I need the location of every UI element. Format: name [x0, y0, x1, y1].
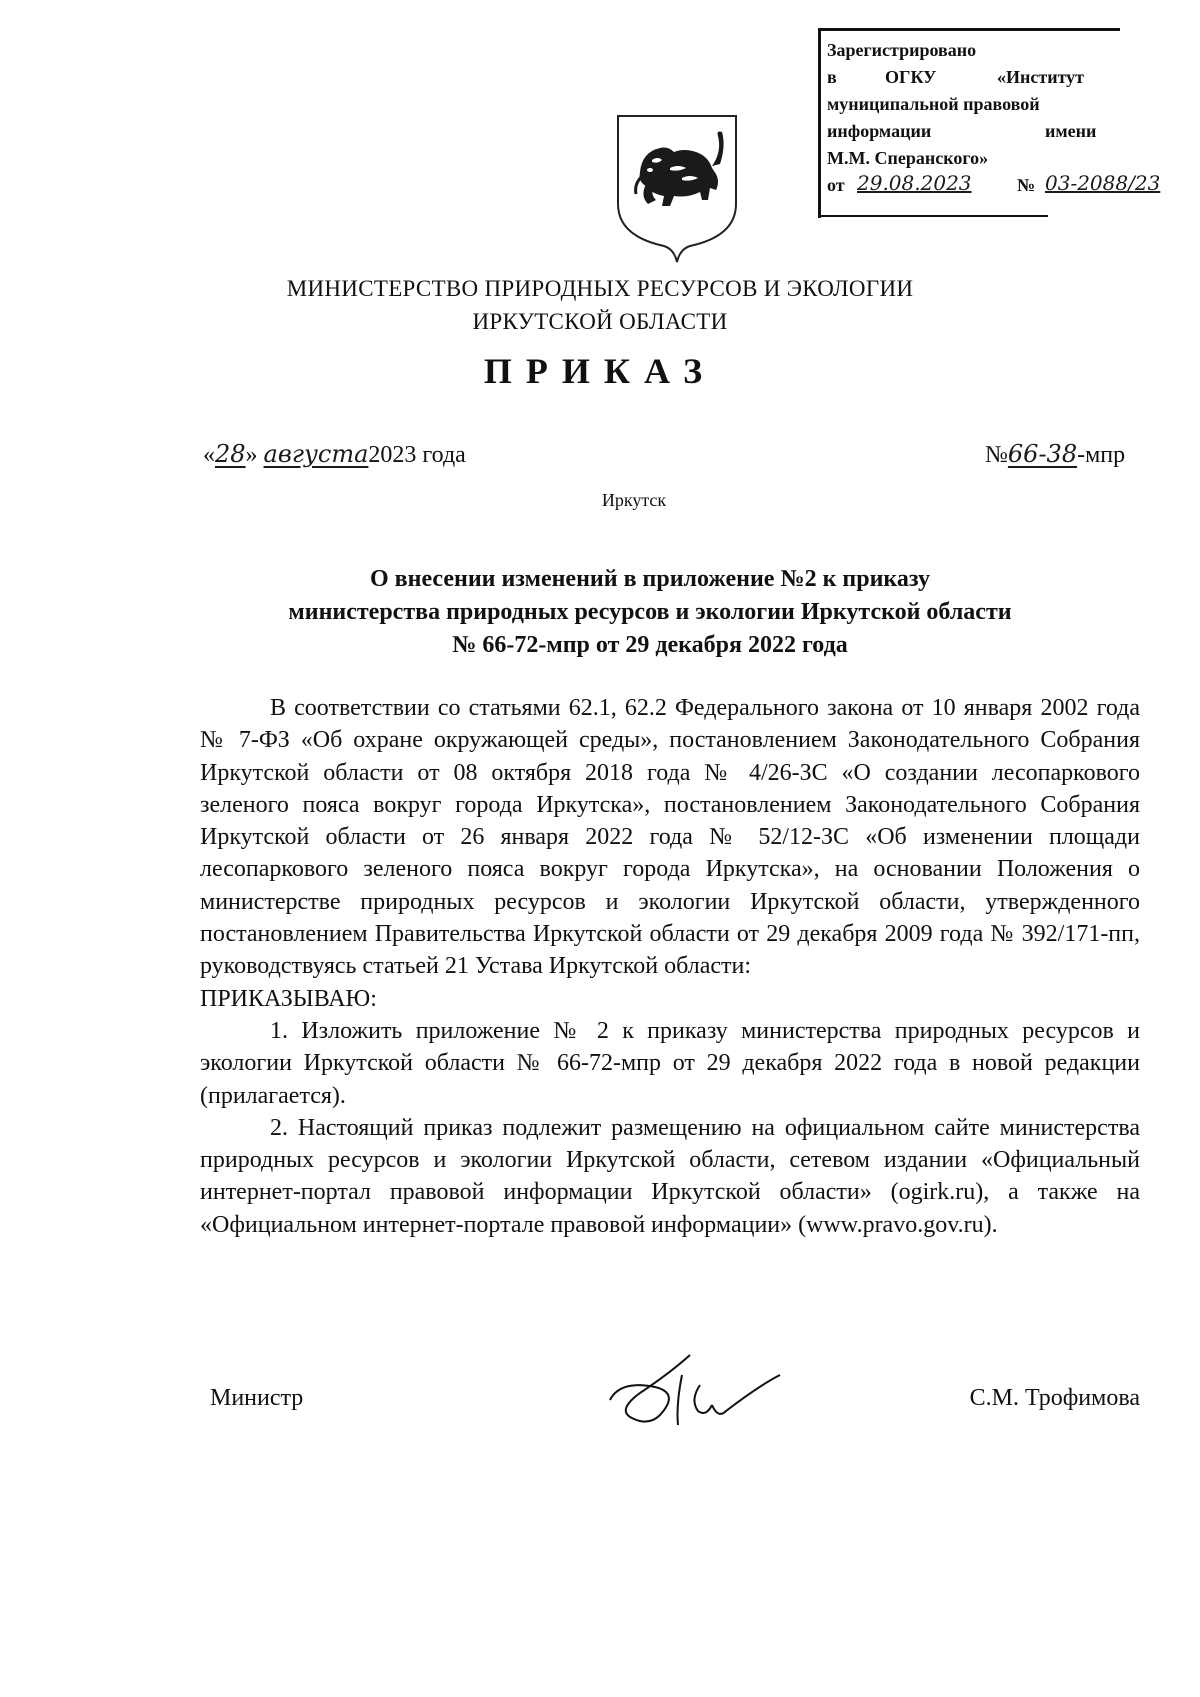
order-date	[203, 440, 466, 469]
irkutsk-coat-of-arms-icon	[612, 112, 742, 264]
stamp-speransky-label: М.М. Сперанского»	[827, 148, 989, 168]
date-close-quote: »	[245, 442, 258, 468]
stamp-ogku-label: ОГКУ	[885, 67, 937, 87]
stamp-municipal-label: муниципальной правовой	[827, 94, 1040, 114]
registration-stamp	[818, 28, 1161, 218]
stamp-registered-label: Зарегистрировано	[827, 40, 977, 60]
document-type-title: ПРИКАЗ	[483, 351, 717, 391]
order-body	[200, 692, 1140, 1241]
stamp-in-label: в	[827, 67, 837, 87]
order-subject	[200, 563, 1100, 662]
preamble-paragraph: В соответствии со статьями 62.1, 62.2 Федерального закона от 10 января 2002 года № 7-ФЗ «Об охране окружающей среды», постановлением Законодательного Собрания Иркутской области от 08 октября 2018 года № 4/26-ЗС «О создании лесопаркового зеленого пояса вокруг города Иркутска», постановлением Законодательного Собрания Иркутской области от 26 января 2022 года № 52/12-ЗС «Об изменении площади лесопаркового зеленого пояса вокруг города Иркутска», на основании Положения о министерстве природных ресурсов и экологии Иркутской области, утвержденного постановлением Правительства Иркутской области от 29 декабря 2009 года № 392/171-пп, руководствуясь статьей 21 Устава Иркутской области:	[200, 695, 1140, 980]
stamp-divider	[818, 215, 1048, 217]
order-item-1: 1. Изложить приложение № 2 к приказу министерства природных ресурсов и экологии Иркутской области № 66-72-мпр от 29 декабря 2022 года в новой редакции (прилагается).	[200, 1017, 1140, 1109]
stamp-number-value: 03-2088/23	[1045, 171, 1161, 195]
date-open-quote: «	[203, 442, 215, 468]
order-day: 28	[215, 440, 246, 468]
ministry-name-line-2: ИРКУТСКОЙ ОБЛАСТИ	[472, 309, 728, 334]
stamp-date-value: 29.08.2023	[857, 171, 972, 195]
order-number	[985, 440, 1125, 469]
order-city: Иркутск	[601, 490, 667, 510]
subject-line-2: министерства природных ресурсов и экологии Иркутской области	[288, 599, 1012, 625]
subject-line-1: О внесении изменений в приложение №2 к приказу	[369, 566, 930, 592]
subject-line-3: № 66-72-мпр от 29 декабря 2022 года	[452, 632, 848, 658]
stamp-line-5	[827, 145, 1120, 172]
stamp-institute-label: «Институт	[997, 67, 1085, 87]
stamp-named-label: имени	[1045, 121, 1097, 141]
stamp-line-6	[827, 171, 1161, 199]
stamp-line-3	[827, 91, 1120, 118]
stamp-line-2	[827, 64, 1120, 91]
stamp-date-prefix: от	[827, 175, 845, 195]
signer-name: С.М. Трофимова	[969, 1385, 1140, 1411]
handwritten-signature-icon	[600, 1345, 790, 1435]
order-year: 2023 года	[368, 442, 466, 468]
order-word: ПРИКАЗЫВАЮ:	[200, 985, 377, 1012]
stamp-information-label: информации	[827, 121, 932, 141]
order-number-prefix: №	[985, 442, 1008, 468]
ministry-name-line-1: МИНИСТЕРСТВО ПРИРОДНЫХ РЕСУРСОВ И ЭКОЛОГИИ	[286, 276, 914, 301]
stamp-line-4	[827, 118, 1120, 145]
stamp-line-1	[827, 37, 1120, 64]
stamp-number-prefix: №	[1017, 175, 1036, 195]
signer-title: Министр	[210, 1385, 304, 1411]
order-number-value: 66-38	[1007, 440, 1078, 468]
order-month: августа	[263, 440, 369, 468]
order-item-2: 2. Настоящий приказ подлежит размещению на официальном сайте министерства природных ресурсов и экологии Иркутской области, сетевом издании «Официальный интернет-портал правовой информации Иркутской области» (ogirk.ru), а также на «Официальном интернет-портале правовой информации» (www.pravo.gov.ru).	[200, 1114, 1140, 1238]
order-number-suffix: -мпр	[1077, 442, 1126, 468]
